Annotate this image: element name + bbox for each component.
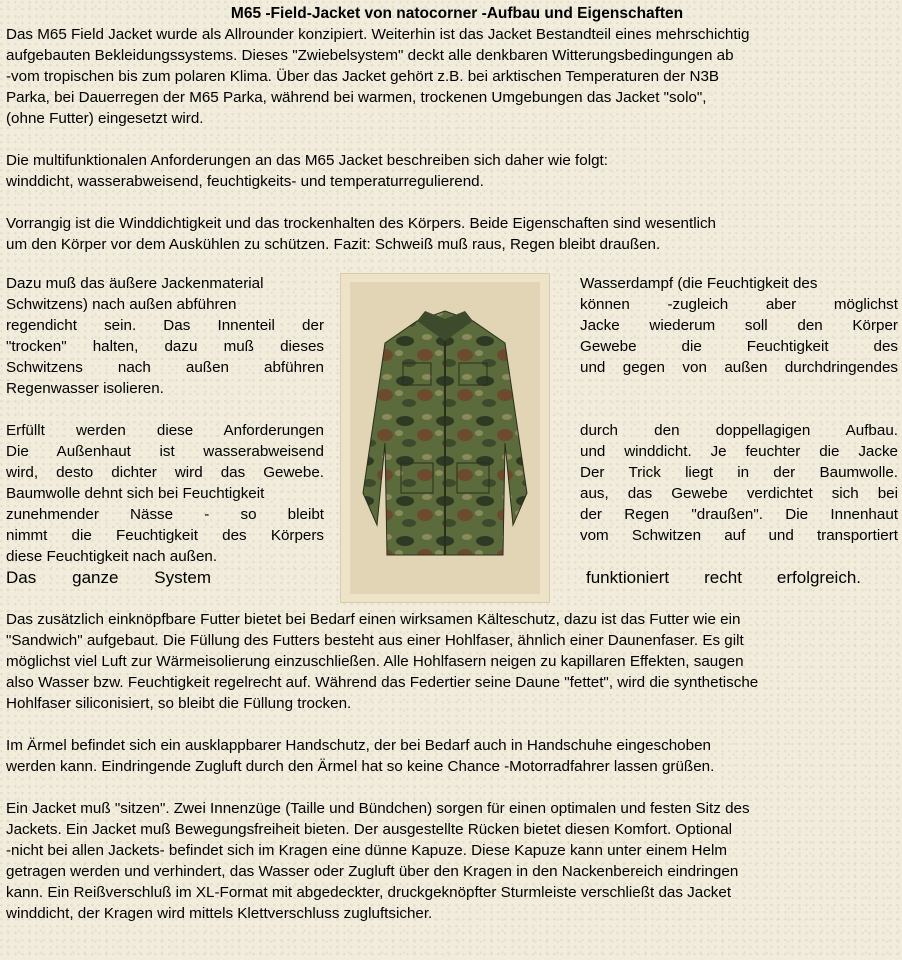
text-line: Parka, bei Dauerregen der M65 Parka, während bei warmen, trockenen Umgebungen das Jacket "solo", [6,89,707,106]
camouflage-jacket-photo-icon [355,293,535,583]
text-line: Wasserdampf (die Feuchtigkeit des [580,275,818,292]
page-content [6,4,898,924]
text-line: Gewebe die Feuchtigkeit des [580,338,898,355]
text-line: Schwitzens nach außen abführen [6,359,324,376]
text-line: Die Außenhaut ist wasserabweisend [6,443,324,460]
text-line: kann. Ein Reißverschluß im XL-Format mit abgedeckter, druckgeknöpfter Sturmleiste verschließt das Jacket [6,884,732,901]
text-line: "trocken" halten, dazu muß dieses [6,338,324,355]
priority-paragraph [6,213,898,255]
text-line: Vorrangig ist die Winddichtigkeit und das trockenhalten des Körpers. Beide Eigenschaften sind wesentlich [6,215,717,232]
text-line: Im Ärmel befindet sich ein ausklappbarer Handschutz, der bei Bedarf auch in Handschuhe eingeschoben [6,737,711,754]
requirements-paragraph [6,150,898,192]
intro-paragraph [6,24,898,129]
text-line: "Sandwich" aufgebaut. Die Füllung des Futters besteht aus einer Hohlfaser, ähnlich einer Daunenfaser. Es gilt [6,632,744,649]
text-line: Jacke wiederum soll den Körper [580,317,898,334]
sleeve-paragraph [6,735,898,777]
text-line: Dazu muß das äußere Jackenmaterial [6,275,264,292]
text-line: vom Schwitzen auf und transportiert [580,527,898,544]
text-line: werden kann. Eindringende Zugluft durch den Ärmel hat so keine Chance -Motorradfahrer lassen grüßen. [6,758,715,775]
text-line: zunehmender Nässe - so bleibt [6,506,324,523]
lining-paragraph [6,609,898,714]
text-line: Hohlfaser siliconisiert, so bleibt die Füllung trocken. [6,695,352,712]
text-line: Das ganze System [6,568,211,587]
text-line: (ohne Futter) eingesetzt wird. [6,110,204,127]
right-column [580,273,898,399]
text-line: Das M65 Field Jacket wurde als Allrounder konzipiert. Weiterhin ist das Jacket Bestandteil eines mehrschichtig [6,26,750,43]
text-line: möglichst viel Luft zur Wärmeisolierung einzuschließen. Alle Hohlfasern neigen zu kapillaren Effekten, saugen [6,653,744,670]
text-line: können -zugleich aber möglichst [580,296,898,313]
jacket-photo-frame [340,273,550,603]
text-line: Das zusätzlich einknöpfbare Futter bietet bei Bedarf einen wirksamen Kälteschutz, dazu ist das Futter wie ein [6,611,741,628]
left-column [6,273,324,399]
fit-paragraph [6,798,898,924]
text-line: winddicht, der Kragen wird mittels Klettverschluss zugluftsicher. [6,905,433,922]
text-line: Die multifunktionalen Anforderungen an das M65 Jacket beschreiben sich daher wie folgt: [6,152,608,169]
text-line: winddicht, wasserabweisend, feuchtigkeits- und temperaturregulierend. [6,173,484,190]
text-line: Erfüllt werden diese Anforderungen [6,422,324,439]
text-line: Regenwasser isolieren. [6,380,164,397]
text-line: aufgebauten Bekleidungssystems. Dieses "Zwiebelsystem" deckt alle denkbaren Witterungsbedingungen ab [6,47,734,64]
text-line: Der Trick liegt in der Baumwolle. [580,464,898,481]
text-line: wird, desto dichter wird das Gewebe. [6,464,324,481]
text-line: und winddicht. Je feuchter die Jacke [580,443,898,460]
right-column [580,420,898,588]
text-line: funktioniert recht erfolgreich. [586,568,861,587]
text-line: und gegen von außen durchdringendes [580,359,898,376]
text-line: also Wasser bzw. Feuchtigkeit regelrecht auf. Während das Federtier seine Daune "fettet", wird die synthetische [6,674,759,691]
text-line: aus, das Gewebe verdichtet sich bei [580,485,898,502]
page-title: M65 -Field-Jacket von natocorner -Aufbau und Eigenschaften [230,5,684,22]
text-line [580,546,898,567]
text-line: der Regen "draußen". Die Innenhaut [580,506,898,523]
text-line: Jackets. Ein Jacket muß Bewegungsfreiheit bieten. Der ausgestellte Rücken bietet diesen Komfort. Optional [6,821,733,838]
left-column [6,420,324,588]
jacket-section [6,273,898,588]
text-line: Baumwolle dehnt sich bei Feuchtigkeit [6,485,265,502]
text-line: -vom tropischen bis zum polaren Klima. Über das Jacket gehört z.B. bei arktischen Temperaturen der N3B [6,68,720,85]
text-line: regendicht sein. Das Innenteil der [6,317,324,334]
text-line: um den Körper vor dem Auskühlen zu schützen. Fazit: Schweiß muß raus, Regen bleibt draußen. [6,236,661,253]
text-line: Schwitzens) nach außen abführen [6,296,237,313]
text-line: nimmt die Feuchtigkeit des Körpers [6,527,324,544]
text-line: Ein Jacket muß "sitzen". Zwei Innenzüge (Taille und Bündchen) sorgen für einen optimalen und festen Sitz des [6,800,750,817]
text-line: -nicht bei allen Jackets- befindet sich im Kragen eine dünne Kapuze. Diese Kapuze kann unter einem Helm [6,842,727,859]
text-line: diese Feuchtigkeit nach außen. [6,548,218,565]
text-line: getragen werden und verhindert, das Wasser oder Zugluft über den Kragen in den Nackenbereich eindringen [6,863,739,880]
text-line: durch den doppellagigen Aufbau. [580,422,898,439]
